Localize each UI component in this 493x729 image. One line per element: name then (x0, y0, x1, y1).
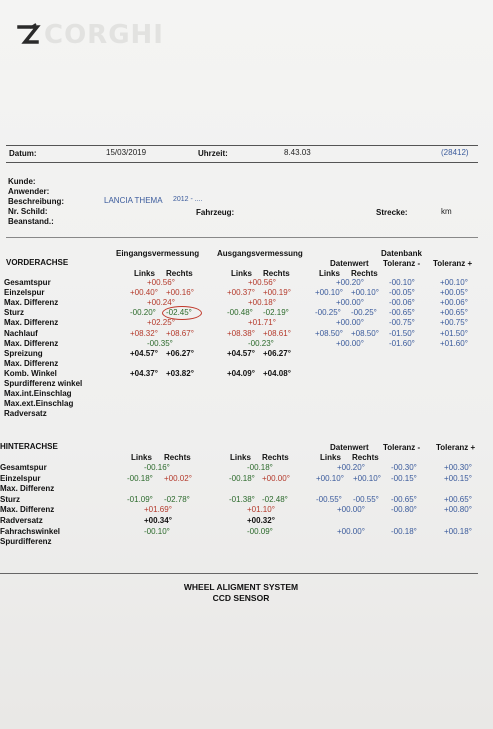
front-ausgang-rechts: -02.19° (263, 308, 289, 318)
front-datenwert-links: +08.50° (315, 328, 343, 338)
front-eingang-rechts: -02.45° (166, 308, 192, 318)
rear-toleranz-minus: -00.15° (391, 473, 417, 483)
front-toleranz-minus: -00.05° (389, 288, 415, 298)
rear-toleranz-plus: +00.30° (444, 463, 472, 472)
rear-aus-links: Links (230, 453, 251, 462)
strecke-unit: km (441, 207, 452, 216)
front-toleranz-minus: -00.75° (389, 318, 415, 328)
rear-eingang-links: -00.18° (127, 473, 153, 483)
front-ausgang-links: +04.09° (227, 368, 255, 378)
rear-toleranz-plus: +00.80° (444, 505, 472, 515)
corghi-logo-icon (16, 22, 42, 48)
fahrzeug-label: Fahrzeug: (196, 208, 235, 217)
rear-datenwert: +00.00° (337, 505, 365, 515)
front-eingang-links: +04.37° (130, 368, 158, 378)
rear-section-title: HINTERACHSE (0, 442, 58, 451)
front-toleranz-minus: -00.06° (389, 298, 415, 308)
front-col-toleranz-minus: Toleranz - (383, 259, 421, 268)
front-eingang-value: +02.25° (147, 318, 175, 328)
front-eingang-rechts: +06.27° (166, 348, 194, 358)
front-ausgang-links: +04.57° (227, 348, 255, 358)
front-toleranz-minus: -00.10° (389, 278, 415, 287)
rear-eingang-value: -00.10° (144, 526, 170, 536)
rear-ausgang-value: -00.18° (247, 463, 273, 472)
front-row-label: Komb. Winkel (4, 368, 57, 378)
front-row-label: Max.int.Einschlag (4, 389, 72, 399)
rear-ausgang-value: +01.10° (247, 505, 275, 515)
rear-col-toleranz-minus: Toleranz - (383, 443, 421, 452)
rear-ausgang-links: -01.38° (229, 494, 255, 504)
brand-logo-text: CORGHI (44, 20, 164, 50)
beschreibung-label: Beschreibung: (8, 197, 65, 206)
front-toleranz-plus: +00.65° (440, 308, 468, 318)
front-aus-links: Links (231, 269, 252, 278)
front-col-toleranz-plus: Toleranz + (433, 259, 473, 268)
front-row-label: Sturz (4, 308, 24, 318)
rear-datenwert: +00.00° (337, 526, 365, 536)
front-toleranz-minus: -00.65° (389, 308, 415, 318)
front-ausgang-value: -00.23° (248, 338, 274, 348)
rear-eingang-links: -01.09° (127, 494, 153, 504)
rear-eingang-rechts: -02.78° (164, 494, 190, 504)
rear-row-label: Max. Differenz (0, 484, 55, 494)
front-eingang-rechts: +08.67° (166, 328, 194, 338)
front-eingang-links: +00.40° (130, 288, 158, 298)
front-row-label: Max. Differenz (4, 358, 59, 368)
front-dw-links: Links (319, 269, 340, 278)
front-toleranz-plus: +01.60° (440, 338, 468, 348)
header-divider (6, 145, 478, 146)
front-datenwert-rechts: +00.10° (351, 288, 379, 298)
front-ausgang-rechts: +04.08° (263, 368, 291, 378)
rear-col-toleranz-plus: Toleranz + (436, 443, 476, 452)
footer-divider (0, 573, 478, 574)
record-id: (28412) (441, 148, 469, 157)
front-toleranz-minus: -01.50° (389, 328, 415, 338)
rear-datenwert-links: -00.55° (316, 494, 342, 504)
rear-col-datenwert: Datenwert (330, 443, 369, 452)
rear-toleranz-minus: -00.30° (391, 463, 417, 472)
footer-line-2: CCD SENSOR (212, 593, 270, 603)
rear-row-label: Radversatz (0, 516, 43, 525)
front-eingang-rechts: +03.82° (166, 368, 194, 378)
handwritten-circle-mark (162, 306, 202, 320)
front-col-ausgang: Ausgangsvermessung (217, 249, 303, 258)
front-eingang-value: +00.24° (147, 298, 175, 308)
uhrzeit-label: Uhrzeit: (198, 149, 228, 158)
rear-toleranz-plus: +00.15° (444, 473, 472, 483)
front-toleranz-minus: -01.60° (389, 338, 415, 348)
rear-row-label: Fahrachswinkel (0, 526, 61, 536)
uhrzeit-value: 8.43.03 (284, 148, 311, 157)
front-row-label: Einzelspur (4, 288, 45, 298)
front-ausgang-links: -00.48° (227, 308, 253, 318)
front-row-label: Gesamtspur (4, 278, 51, 287)
vehicle-year: 2012 - .... (173, 196, 203, 203)
front-eingang-links: -00.20° (130, 308, 156, 318)
datum-label: Datum: (9, 149, 37, 158)
front-ein-rechts: Rechts (166, 269, 193, 278)
kunde-label: Kunde: (8, 177, 36, 186)
rear-toleranz-plus: +00.65° (444, 494, 472, 504)
front-dw-rechts: Rechts (351, 269, 378, 278)
rear-ausgang-rechts: -02.48° (262, 494, 288, 504)
front-ein-links: Links (134, 269, 155, 278)
rear-aus-rechts: Rechts (262, 453, 289, 462)
front-datenwert: +00.00° (336, 338, 364, 348)
rear-datenwert-links: +00.10° (316, 473, 344, 483)
rear-row-label: Einzelspur (0, 473, 41, 483)
front-eingang-links: +08.32° (130, 328, 158, 338)
front-eingang-value: -00.35° (147, 338, 173, 348)
rear-eingang-value: -00.16° (144, 463, 170, 472)
customer-divider (6, 237, 478, 238)
front-ausgang-rechts: +08.61° (263, 328, 291, 338)
front-col-datenwert: Datenwert (330, 259, 369, 268)
rear-eingang-value: +00.34° (144, 516, 172, 525)
rear-row-label: Spurdifferenz (0, 537, 52, 547)
front-datenwert-rechts: +08.50° (351, 328, 379, 338)
vehicle-model: LANCIA THEMA (104, 196, 163, 205)
rear-ausgang-rechts: +00.00° (262, 473, 290, 483)
beanstand-label: Beanstand.: (8, 217, 54, 226)
rear-datenwert-rechts: +00.10° (353, 473, 381, 483)
front-eingang-value: +00.56° (147, 278, 175, 287)
front-row-label: Radversatz (4, 409, 47, 419)
rear-toleranz-minus: -00.18° (391, 526, 417, 536)
front-row-label: Max. Differenz (4, 298, 59, 308)
datum-value: 15/03/2019 (106, 148, 147, 157)
front-datenwert-rechts: -00.25° (351, 308, 377, 318)
front-datenwert: +00.20° (336, 278, 364, 287)
rear-datenwert-rechts: -00.55° (353, 494, 379, 504)
front-datenwert-links: -00.25° (315, 308, 341, 318)
rear-eingang-value: +01.69° (144, 505, 172, 515)
rear-toleranz-plus: +00.18° (444, 526, 472, 536)
schild-label: Nr. Schild: (8, 207, 48, 216)
rear-ein-links: Links (131, 453, 152, 462)
front-col-eingang: Eingangsvermessung (116, 249, 200, 258)
rear-ein-rechts: Rechts (164, 453, 191, 462)
rear-toleranz-minus: -00.80° (391, 505, 417, 515)
rear-row-label: Gesamtspur (0, 463, 47, 472)
front-eingang-rechts: +00.16° (166, 288, 194, 298)
front-ausgang-links: +08.38° (227, 328, 255, 338)
front-section-title: VORDERACHSE (6, 258, 69, 267)
header-divider-bottom (6, 162, 478, 163)
footer-line-1: WHEEL ALIGMENT SYSTEM (183, 582, 299, 592)
anwender-label: Anwender: (8, 187, 50, 196)
front-toleranz-plus: +00.75° (440, 318, 468, 328)
rear-row-label: Sturz (0, 494, 20, 504)
front-row-label: Max. Differenz (4, 338, 59, 348)
rear-ausgang-value: -00.09° (247, 526, 273, 536)
front-row-label: Max. Differenz (4, 318, 59, 328)
front-datenwert: +00.00° (336, 318, 364, 328)
rear-toleranz-minus: -00.65° (391, 494, 417, 504)
front-ausgang-value: +01.71° (248, 318, 276, 328)
front-col-datenbank: Datenbank (381, 249, 422, 258)
rear-dw-links: Links (320, 453, 341, 462)
front-ausgang-value: +00.56° (248, 278, 276, 287)
front-ausgang-rechts: +06.27° (263, 348, 291, 358)
strecke-label: Strecke: (376, 208, 408, 217)
rear-ausgang-value: +00.32° (247, 516, 275, 525)
front-toleranz-plus: +00.05° (440, 288, 468, 298)
front-row-label: Max.ext.Einschlag (4, 399, 74, 409)
rear-datenwert: +00.20° (337, 463, 365, 472)
rear-row-label: Max. Differenz (0, 505, 55, 515)
front-ausgang-value: +00.18° (248, 298, 276, 308)
front-row-label: Spurdifferenz winkel (4, 379, 83, 388)
front-row-label: Spreizung (4, 348, 43, 358)
front-datenwert: +00.00° (336, 298, 364, 308)
rear-ausgang-links: -00.18° (229, 473, 255, 483)
front-toleranz-plus: +00.10° (440, 278, 468, 287)
front-ausgang-rechts: +00.19° (263, 288, 291, 298)
front-eingang-links: +04.57° (130, 348, 158, 358)
front-aus-rechts: Rechts (263, 269, 290, 278)
front-datenwert-links: +00.10° (315, 288, 343, 298)
front-toleranz-plus: +00.06° (440, 298, 468, 308)
rear-eingang-rechts: +00.02° (164, 473, 192, 483)
front-ausgang-links: +00.37° (227, 288, 255, 298)
front-toleranz-plus: +01.50° (440, 328, 468, 338)
rear-dw-rechts: Rechts (352, 453, 379, 462)
front-row-label: Nachlauf (4, 328, 38, 338)
